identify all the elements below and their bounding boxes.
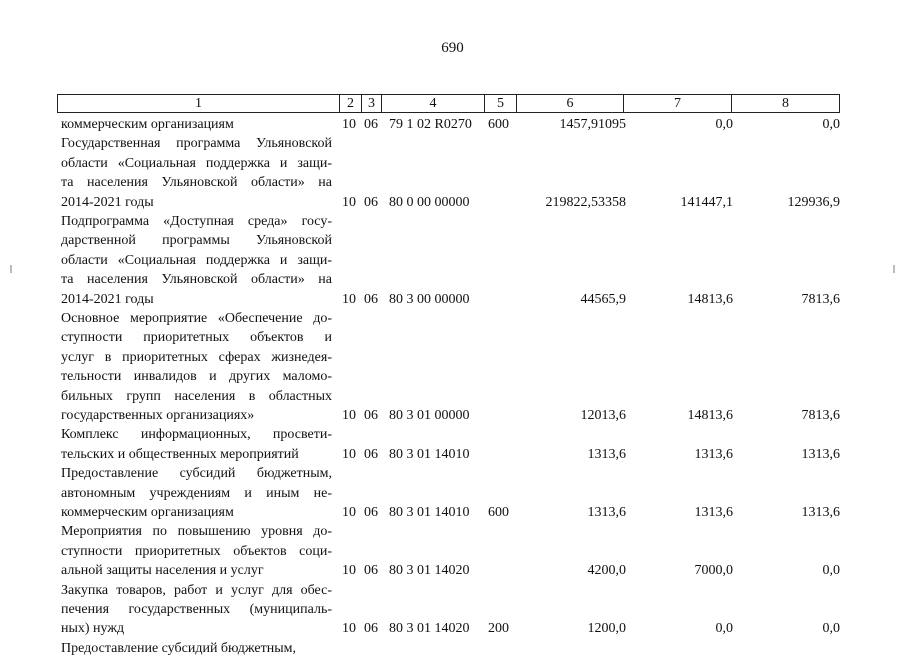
cell-c5: 600	[488, 117, 509, 132]
row-name-line: ступности приоритетных объектов соци-	[61, 543, 332, 559]
row-name-line: области «Социальная поддержка и защи-	[61, 252, 332, 268]
cell-c4: 80 0 00 00000	[389, 194, 470, 210]
cell-c2: 10	[342, 621, 356, 637]
cell-c2: 10	[342, 117, 356, 132]
row-name-line: коммерческим организациям	[61, 117, 234, 132]
row-name-line: Мероприятия по повышению уровня до-	[61, 524, 332, 540]
row-name-line: 2014-2021 годы	[61, 291, 154, 307]
row-name-line: та населения Ульяновской области» на	[61, 272, 332, 288]
row-name-line: ступности приоритетных объектов и	[61, 330, 332, 346]
table-row	[0, 134, 905, 212]
row-name	[61, 115, 332, 134]
cell-c6: 12013,6	[580, 408, 626, 423]
row-name	[61, 522, 332, 580]
row-name	[61, 581, 332, 639]
cell-c3: 06	[364, 621, 378, 637]
table-header	[57, 94, 840, 113]
row-name	[61, 639, 332, 658]
cell-c4: 80 3 00 00000	[389, 291, 470, 307]
row-name-line: области «Социальная поддержка и защи-	[61, 155, 332, 171]
row-name-line: автономным учреждениям и иным не-	[61, 485, 332, 501]
cell-c2: 10	[342, 194, 356, 210]
row-name-line: Предоставление субсидий бюджетным,	[61, 466, 332, 482]
row-name-line: Государственная программа Ульяновской	[61, 136, 332, 152]
table-row	[0, 522, 905, 580]
cell-c4: 79 1 02 R0270	[389, 117, 472, 132]
table-row	[0, 581, 905, 639]
header-col-3: 3	[362, 95, 382, 112]
cell-c3: 06	[364, 563, 378, 579]
cell-c7: 0,0	[715, 117, 733, 132]
cell-c6: 1457,91095	[559, 117, 626, 132]
row-name	[61, 134, 332, 212]
scan-mark	[10, 265, 12, 273]
row-name-line: Комплекс информационных, просвети-	[61, 427, 332, 443]
cell-c3: 06	[364, 408, 378, 423]
cell-c5: 600	[488, 504, 509, 520]
row-name	[61, 212, 332, 309]
header-col-1: 1	[58, 95, 340, 112]
cell-c3: 06	[364, 504, 378, 520]
table-row	[0, 212, 905, 309]
header-col-7: 7	[624, 95, 732, 112]
cell-c6: 219822,53358	[545, 194, 626, 210]
row-name	[61, 464, 332, 522]
cell-c7: 14813,6	[687, 408, 733, 423]
cell-c8: 129936,9	[787, 194, 840, 210]
cell-c3: 06	[364, 291, 378, 307]
cell-c4: 80 3 01 14020	[389, 563, 470, 579]
row-name-line: та населения Ульяновской области» на	[61, 175, 332, 191]
cell-c7: 14813,6	[687, 291, 733, 307]
cell-c8: 0,0	[822, 621, 840, 637]
row-name-line: услуг в приоритетных сферах жизнедея-	[61, 349, 332, 365]
scan-mark	[893, 265, 895, 273]
row-name-line: Предоставление субсидий бюджетным,	[61, 640, 297, 656]
header-col-4: 4	[382, 95, 485, 112]
table-row	[0, 639, 905, 658]
row-name-line: государственных организациях»	[61, 408, 255, 424]
cell-c4: 80 3 01 00000	[389, 408, 470, 423]
row-name-line: ных) нужд	[61, 621, 125, 637]
cell-c6: 1200,0	[587, 621, 626, 637]
header-col-5: 5	[485, 95, 517, 112]
table-row	[0, 464, 905, 522]
cell-c6: 1313,6	[587, 446, 626, 462]
row-name-line: коммерческим организациям	[61, 505, 234, 520]
table-row	[0, 425, 905, 464]
cell-c8: 0,0	[822, 117, 840, 132]
cell-c8: 7813,6	[801, 291, 840, 307]
cell-c4: 80 3 01 14010	[389, 446, 470, 462]
cell-c8: 1313,6	[801, 446, 840, 462]
cell-c6: 4200,0	[587, 563, 626, 579]
row-name-line: Закупка товаров, работ и услуг для обес-	[61, 582, 332, 598]
cell-c2: 10	[342, 408, 356, 423]
cell-c2: 10	[342, 504, 356, 520]
cell-c6: 1313,6	[587, 504, 626, 520]
cell-c4: 80 3 01 14020	[389, 621, 470, 637]
cell-c3: 06	[364, 194, 378, 210]
cell-c2: 10	[342, 563, 356, 579]
row-name-line: тельности инвалидов и других маломо-	[61, 369, 332, 385]
header-col-8: 8	[782, 96, 789, 111]
cell-c8: 7813,6	[801, 408, 840, 423]
cell-c3: 06	[364, 446, 378, 462]
cell-c3: 06	[364, 117, 378, 132]
row-name-line: дарственной программы Ульяновской	[61, 233, 332, 249]
table-row	[0, 115, 905, 134]
table-row	[0, 309, 905, 425]
cell-c8: 1313,6	[801, 504, 840, 520]
cell-c7: 0,0	[715, 621, 733, 637]
row-name-line: альной защиты населения и услуг	[61, 563, 264, 579]
row-name-line: бильных групп населения в областных	[61, 388, 332, 404]
row-name-line: Основное мероприятие «Обеспечение до-	[61, 311, 332, 326]
cell-c6: 44565,9	[580, 291, 626, 307]
cell-c4: 80 3 01 14010	[389, 504, 470, 520]
row-name	[61, 425, 332, 464]
row-name-line: 2014-2021 годы	[61, 194, 154, 210]
cell-c2: 10	[342, 446, 356, 462]
header-col-6: 6	[517, 95, 624, 112]
cell-c8: 0,0	[822, 563, 840, 579]
page-number: 690	[441, 40, 464, 56]
row-name-line: Подпрограмма «Доступная среда» госу-	[61, 214, 332, 229]
cell-c7: 7000,0	[694, 563, 733, 579]
cell-c7: 1313,6	[694, 504, 733, 520]
row-name-line: тельских и общественных мероприятий	[61, 446, 299, 462]
row-name	[61, 309, 332, 425]
cell-c5: 200	[488, 621, 509, 637]
row-name-line: печения государственных (муниципаль-	[61, 602, 332, 617]
cell-c2: 10	[342, 291, 356, 307]
header-col-2: 2	[340, 95, 362, 112]
cell-c7: 141447,1	[680, 194, 733, 210]
cell-c7: 1313,6	[694, 446, 733, 462]
